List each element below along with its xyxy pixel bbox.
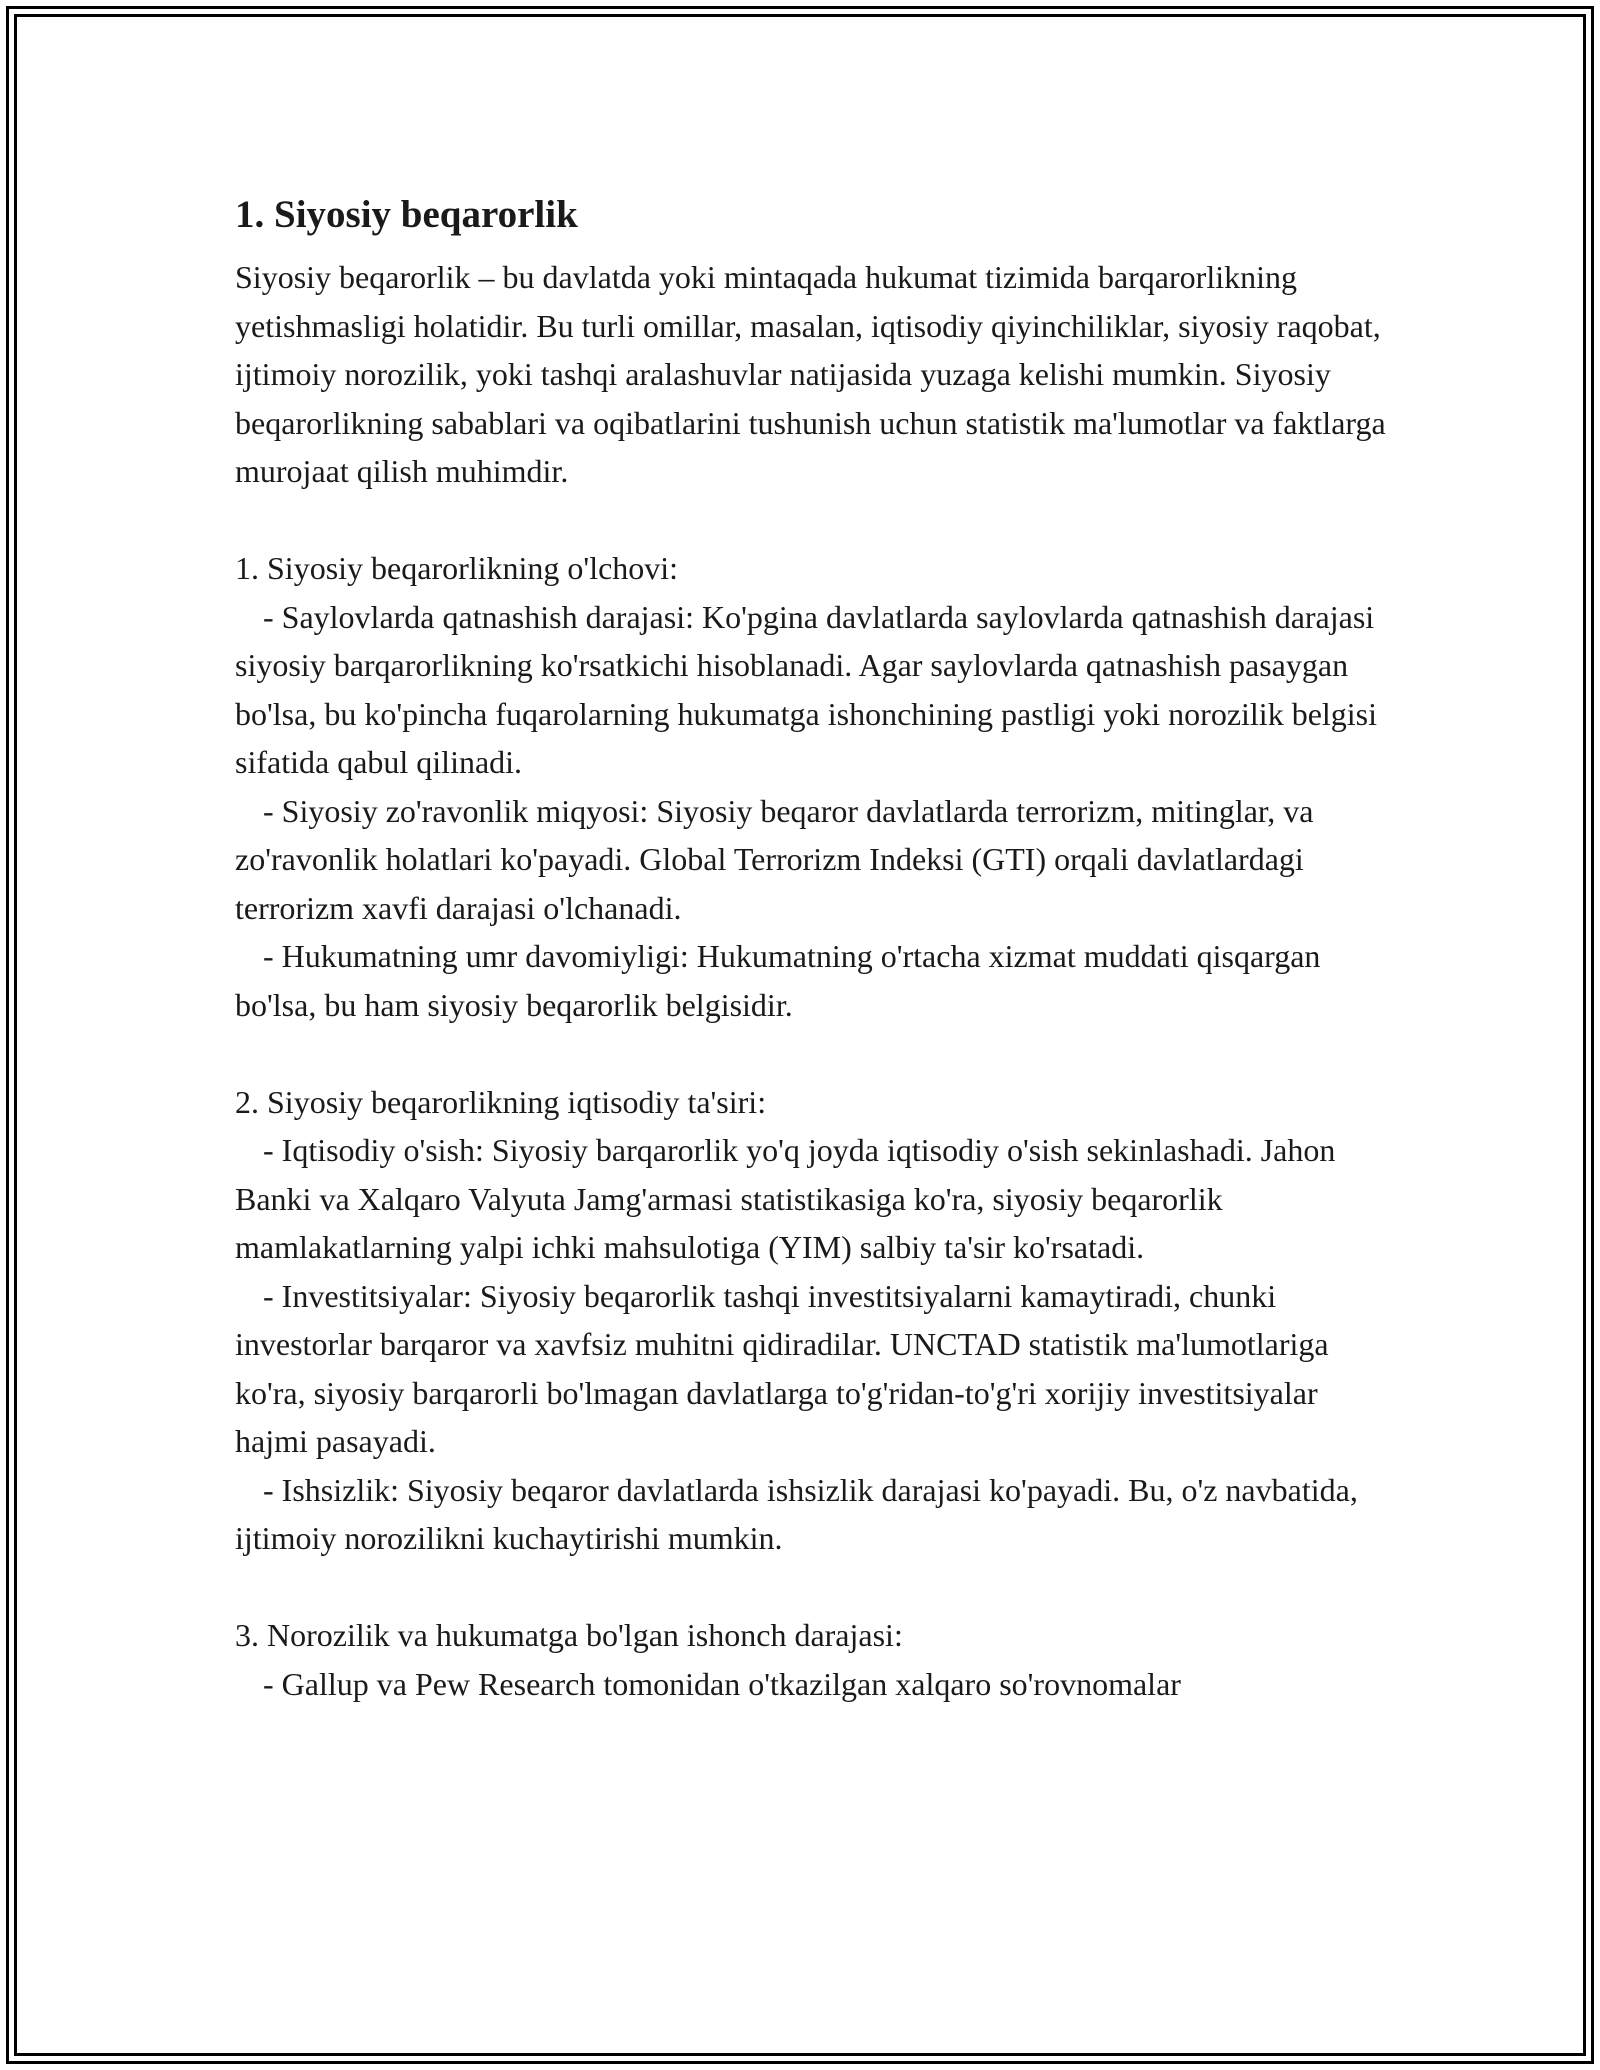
bullet-text: - Ishsizlik: Siyosiy beqaror davlatlarda ishsizlik darajasi ko'payadi. Bu, o'z navbatida, ijtimoiy norozilikni kuchaytirishi mumkin.	[235, 1471, 1358, 1556]
bullet-item	[235, 1466, 1395, 1563]
bullet-text: - Hukumatning umr davomiyligi: Hukumatning o'rtacha xizmat muddati qisqargan bo'lsa, bu ham siyosiy beqarorlik belgisidir.	[235, 938, 1321, 1023]
section-title: 2. Siyosiy beqarorlikning iqtisodiy ta'siri:	[235, 1083, 767, 1120]
bullet-text: - Iqtisodiy o'sish: Siyosiy barqarorlik yo'q joyda iqtisodiy o'sish sekinlashadi. Jahon Banki va Xalqaro Valyuta Jamg'armasi statistikasiga ko'ra, siyosiy beqarorlik mamlakatlarning yalpi ichki mahsulotiga (YIM) salbiy ta'sir ko'rsatadi.	[235, 1132, 1336, 1265]
section-3	[235, 1611, 1395, 1708]
bullet-text: - Siyosiy zo'ravonlik miqyosi: Siyosiy beqaror davlatlarda terrorizm, mitinglar, va zo'ravonlik holatlari ko'payadi. Global Terrorizm Indeksi (GTI) orqali davlatlardagi terrorizm xavfi darajasi o'lchanadi.	[235, 792, 1314, 926]
document-page	[235, 185, 1395, 1708]
section-gap	[235, 496, 1395, 545]
bullet-item	[235, 593, 1395, 787]
section-gap	[235, 1563, 1395, 1612]
section-1	[235, 544, 1395, 1029]
bullet-item	[235, 1126, 1395, 1272]
bullet-text: - Saylovlarda qatnashish darajasi: Ko'pgina davlatlarda saylovlarda qatnashish darajasi siyosiy barqarorlikning ko'rsatkichi hisoblanadi. Agar saylovlarda qatnashish pasaygan bo'lsa, bu ko'pincha fuqarolarning hukumatga ishonchining pastligi yoki norozilik belgisi sifatida qabul qilinadi.	[235, 598, 1378, 780]
bullet-item	[235, 1660, 1395, 1709]
bullet-text: - Investitsiyalar: Siyosiy beqarorlik tashqi investitsiyalarni kamaytiradi, chunki investorlar barqaror va xavfsiz muhitni qidiradilar. UNCTAD statistik ma'lumotlariga ko'ra, siyosiy barqarorli bo'lmagan davlatlarga to'g'ridan-to'g'ri xorijiy investitsiyalar hajmi pasayadi.	[235, 1277, 1329, 1459]
intro-paragraph: Siyosiy beqarorlik – bu davlatda yoki mintaqada hukumat tizimida barqarorlikning yetishmasligi holatidir. Bu turli omillar, masalan, iqtisodiy qiyinchiliklar, siyosiy raqobat, ijtimoiy norozilik, yoki tashqi aralashuvlar natijasida yuzaga kelishi mumkin. Siyosiy beqarorlikning sabablari va oqibatlarini tushunish uchun statistik ma'lumotlar va faktlarga murojaat qilish muhimdir.	[235, 259, 1386, 489]
bullet-item	[235, 1272, 1395, 1466]
section-2	[235, 1078, 1395, 1563]
bullet-text: - Gallup va Pew Research tomonidan o'tkazilgan xalqaro so'rovnomalar	[263, 1665, 1181, 1702]
bullet-item	[235, 932, 1395, 1029]
section-title: 3. Norozilik va hukumatga bo'lgan ishonch darajasi:	[235, 1617, 903, 1653]
section-gap	[235, 1029, 1395, 1078]
bullet-item	[235, 787, 1395, 933]
document-heading: 1. Siyosiy beqarorlik	[235, 193, 578, 236]
section-title: 1. Siyosiy beqarorlikning o'lchovi:	[235, 550, 679, 586]
